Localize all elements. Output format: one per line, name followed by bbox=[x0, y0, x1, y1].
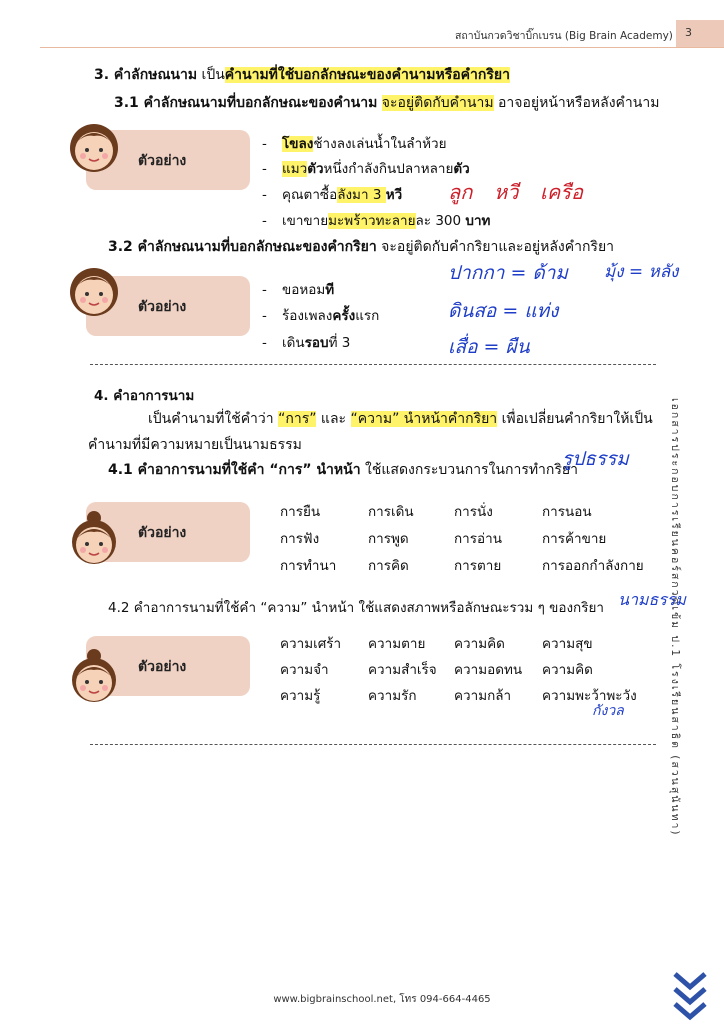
grid1-cell: การอ่าน bbox=[454, 531, 502, 547]
grid2-cell: ความอดทน bbox=[454, 662, 523, 678]
section3-heading: 3. คำลักษณนาม เป็นคำนามที่ใช้บอกลักษณะของคำนามหรือคำกริยา bbox=[94, 67, 510, 83]
example1-line-4: - เขาขายมะพร้าวทะลายละ 300 บาท bbox=[262, 213, 491, 229]
example-card-1: ตัวอย่าง bbox=[86, 130, 250, 190]
section3-1-heading: 3.1 คำลักษณนามที่บอกลักษณะของคำนาม จะอยู่ติดกับคำนาม อาจอยู่หน้าหรือหลังคำนาม bbox=[114, 95, 660, 111]
handwritten-note-4: ปากกา = ด้าม bbox=[448, 262, 568, 284]
section-divider-1 bbox=[90, 364, 656, 365]
handwritten-note-1: ลูก bbox=[448, 180, 473, 204]
header-divider bbox=[40, 47, 724, 48]
example2-line-3: - เดินรอบที่ 3 bbox=[262, 335, 351, 351]
example-card-2: ตัวอย่าง bbox=[86, 276, 250, 336]
grid1-cell: การทำนา bbox=[280, 558, 337, 574]
handwritten-note-7: เสื่อ = ผืน bbox=[448, 336, 530, 358]
grid2-cell: ความรู้ bbox=[280, 688, 321, 704]
section4-heading: 4. คำอาการนาม bbox=[94, 388, 195, 404]
grid2-cell: ความคิด bbox=[542, 662, 593, 678]
girl-avatar-icon bbox=[66, 262, 122, 318]
example-card-4: ตัวอย่าง bbox=[86, 636, 250, 696]
example-card-3: ตัวอย่าง bbox=[86, 502, 250, 562]
section-divider-2 bbox=[90, 744, 656, 745]
section4-intro-line-2: คำนามที่มีความหมายเป็นนามธรรม bbox=[88, 437, 302, 453]
page-number-tab bbox=[676, 20, 724, 48]
handwritten-note-10: กังวล bbox=[592, 703, 624, 719]
grid1-cell: การนอน bbox=[542, 504, 592, 520]
grid1-cell: การยืน bbox=[280, 504, 321, 520]
sidebar-vertical-text: เอกสารประกอบการเรียนคอร์สกวดเข้ม ป.1 โรงเรียนสาธิต (สวนสุนันทา) bbox=[669, 398, 681, 837]
example1-line-1: - โขลงช้างลงเล่นน้ำในลำห้วย bbox=[262, 136, 447, 152]
section4-1-heading: 4.1 คำอาการนามที่ใช้คำ “การ” นำหน้า ใช้แสดงกระบวนการในการทำกริยา bbox=[108, 462, 578, 478]
footer-phone: , โทร 094-664-4465 bbox=[392, 994, 491, 1005]
page-number: 3 bbox=[685, 26, 692, 39]
section3-2-heading: 3.2 คำลักษณนามที่บอกลักษณะของคำกริยา จะอยู่ติดกับคำกริยาและอยู่หลังคำกริยา bbox=[108, 239, 615, 255]
example2-line-2: - ร้องเพลงครั้งแรก bbox=[262, 308, 380, 324]
grid1-cell: การออกกำลังกาย bbox=[542, 558, 644, 574]
section4-intro-line-1: เป็นคำนามที่ใช้คำว่า “การ” และ “ความ” นำหน้าคำกริยา เพื่อเปลี่ยนคำกริยาให้เป็น bbox=[148, 411, 653, 427]
grid2-cell: ความสำเร็จ bbox=[368, 662, 437, 678]
footer-contact bbox=[0, 992, 724, 1007]
grid1-cell: การพูด bbox=[368, 531, 409, 547]
grid2-cell: ความตาย bbox=[368, 636, 426, 652]
grid1-cell: การค้าขาย bbox=[542, 531, 607, 547]
grid2-cell: ความคิด bbox=[454, 636, 505, 652]
boy-avatar-icon bbox=[66, 510, 122, 566]
example1-line-2: - แมวตัวหนึ่งกำลังกินปลาหลายตัว bbox=[262, 161, 470, 177]
grid1-cell: การเดิน bbox=[368, 504, 414, 520]
grid2-cell: ความจำ bbox=[280, 662, 329, 678]
grid1-cell: การตาย bbox=[454, 558, 502, 574]
grid2-cell: ความพะว้าพะวัง bbox=[542, 688, 637, 704]
grid2-cell: ความเศร้า bbox=[280, 636, 342, 652]
header-academy-name: สถาบันกวดวิชาบิ๊กเบรน (Big Brain Academy) bbox=[455, 30, 673, 42]
example1-line-3: - คุณตาซื้อลังมา 3 หวี bbox=[262, 187, 403, 203]
handwritten-note-9: นามธรรม bbox=[618, 590, 686, 609]
girl-avatar-icon bbox=[66, 118, 122, 174]
grid1-cell: การคิด bbox=[368, 558, 409, 574]
handwritten-note-6: ดินสอ = แท่ง bbox=[448, 300, 559, 322]
handwritten-note-5: มุ้ง = หลัง bbox=[604, 262, 679, 282]
example2-line-1: - ขอหอมที bbox=[262, 282, 335, 298]
grid1-cell: การฟัง bbox=[280, 531, 320, 547]
handwritten-note-3: เครือ bbox=[540, 180, 583, 204]
footer-website: www.bigbrainschool.net bbox=[273, 994, 393, 1005]
grid2-cell: ความกล้า bbox=[454, 688, 512, 704]
grid2-cell: ความสุข bbox=[542, 636, 593, 652]
handwritten-note-2: หวี bbox=[494, 180, 519, 204]
boy-avatar-icon bbox=[66, 648, 122, 704]
grid2-cell: ความรัก bbox=[368, 688, 417, 704]
handwritten-note-8: รูปธรรม bbox=[562, 448, 629, 470]
chevron-down-icon bbox=[672, 970, 708, 1022]
grid1-cell: การนั่ง bbox=[454, 504, 493, 520]
section4-2-heading: 4.2 คำอาการนามที่ใช้คำ “ความ” นำหน้า ใช้แสดงสภาพหรือลักษณะรวม ๆ ของกริยา bbox=[108, 600, 604, 616]
